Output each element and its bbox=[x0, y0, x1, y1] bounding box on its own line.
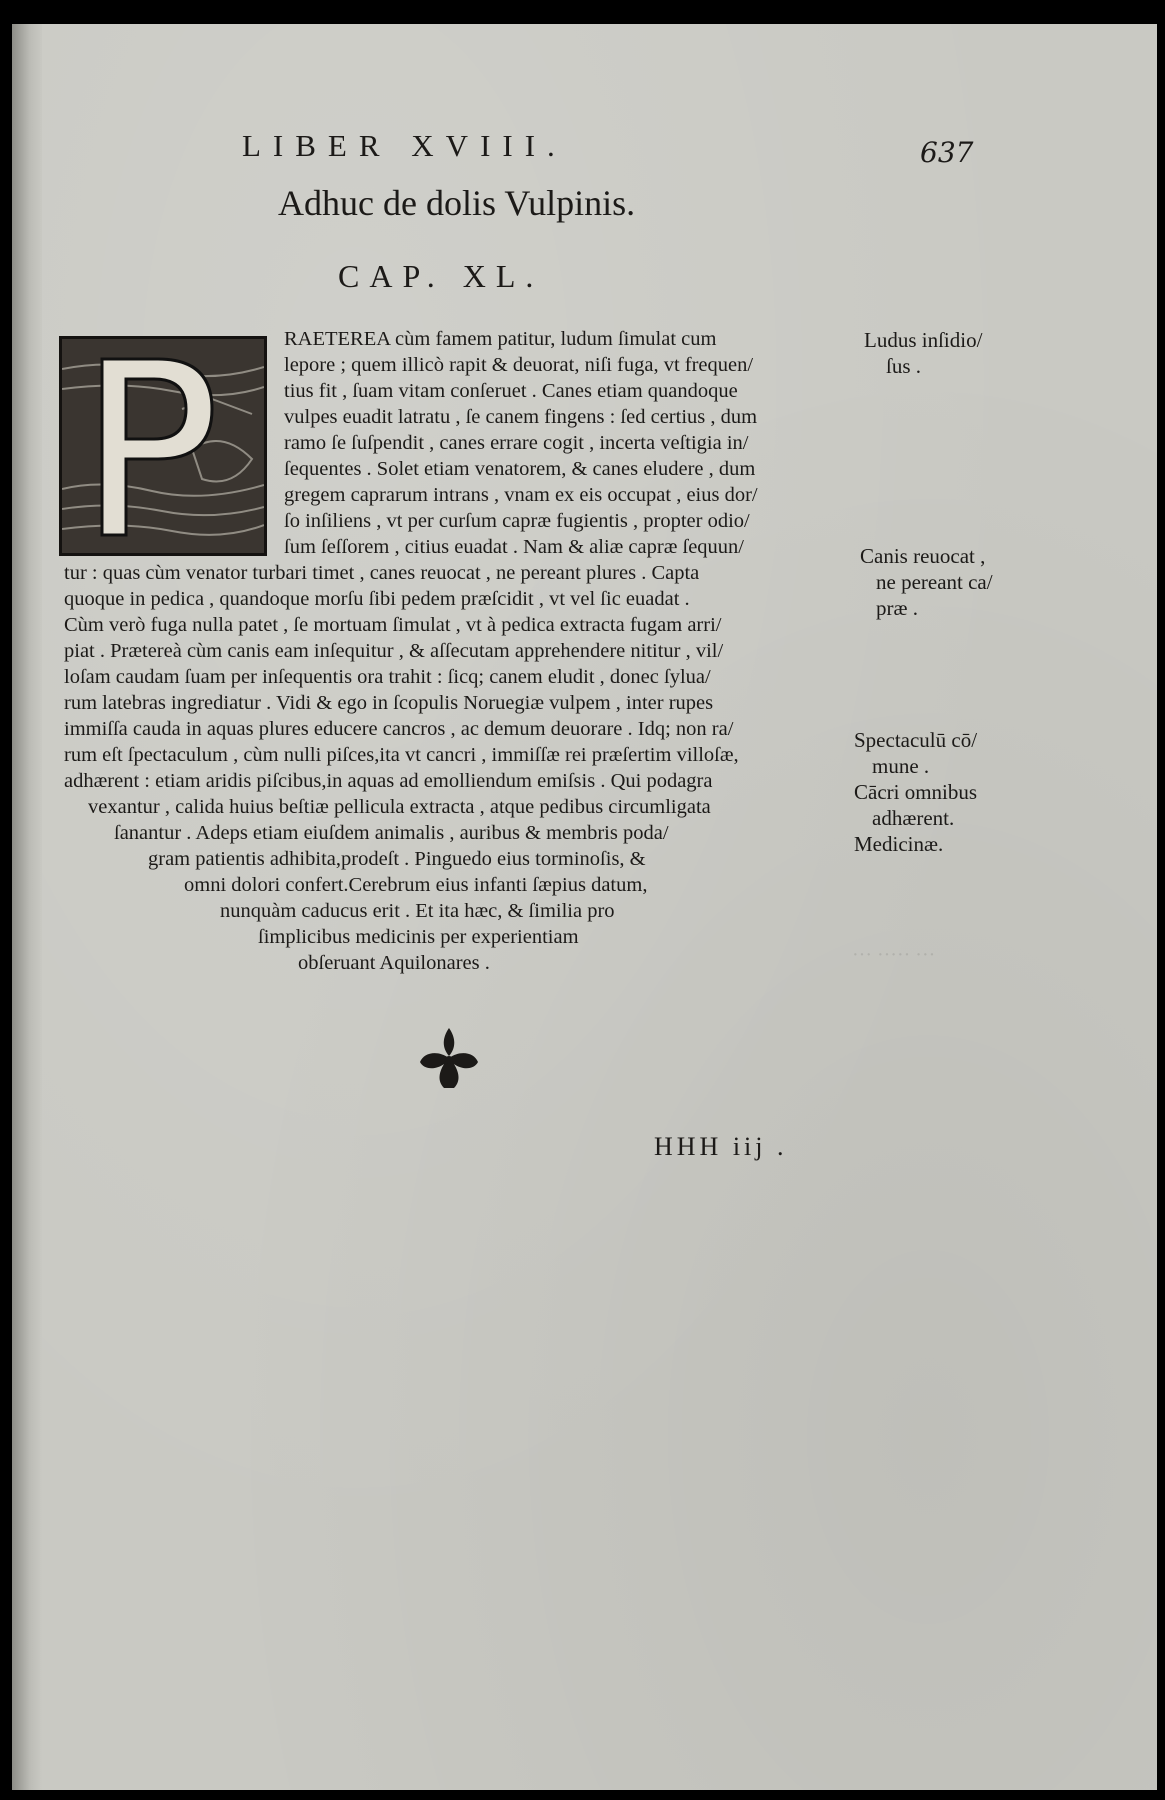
running-head: LIBER XVIII. bbox=[242, 128, 567, 163]
woodcut-initial-P-icon bbox=[59, 336, 267, 556]
page bbox=[12, 24, 1157, 1790]
body-line: loſam caudam ſuam per inſequentis ora trahit : ſicq; canem eludit , donec ſylua/ bbox=[64, 666, 711, 688]
body-line: ſanantur . Adeps etiam eiuſdem animalis , auribus & membris poda/ bbox=[114, 822, 669, 844]
fleuron-icon bbox=[414, 1024, 484, 1094]
margin-note-line: Canis reuocat , bbox=[860, 544, 986, 568]
chapter-number: CAP. XL. bbox=[338, 258, 544, 294]
body-line: tius fit , ſuam vitam conſeruet . Canes etiam quandoque bbox=[284, 380, 738, 402]
body-line: gram patientis adhibita,prodeſt . Pinguedo eius torminoſis, & bbox=[148, 848, 646, 870]
margin-note-line: ſus . bbox=[886, 354, 922, 378]
body-line: ſo inſiliens , vt per curſum capræ fugientis , propter odio/ bbox=[284, 510, 750, 532]
body-line: nunquàm caducus erit . Et ita hæc, & ſimilia pro bbox=[220, 900, 615, 922]
body-line: omni dolori confert.Cerebrum eius infanti ſæpius datum, bbox=[184, 874, 648, 896]
margin-note-line: præ . bbox=[876, 596, 918, 620]
page-edge-shadow bbox=[12, 24, 42, 1790]
body-line: rum latebras ingrediatur . Vidi & ego in ſcopulis Noruegiæ vulpem , inter rupes bbox=[64, 692, 714, 714]
body-line: lepore ; quem illicò rapit & deuorat, niſi fuga, vt frequen/ bbox=[284, 354, 754, 376]
body-line: obſeruant Aquilonares . bbox=[298, 952, 490, 974]
body-line: gregem caprarum intrans , vnam ex eis occupat , eius dor/ bbox=[284, 484, 758, 506]
body-line: ſum ſeſſorem , citius euadat . Nam & aliæ capræ ſequun/ bbox=[284, 536, 744, 558]
margin-note-line: Cācri omnibus bbox=[854, 780, 978, 804]
margin-note-line: ne pereant ca/ bbox=[876, 570, 993, 594]
margin-note-line: Ludus inſidio/ bbox=[864, 328, 983, 352]
body-line: ſimplicibus medicinis per experientiam bbox=[258, 926, 579, 948]
body-line: vulpes euadit latratu , ſe canem fingens : ſed certius , dum bbox=[284, 406, 758, 428]
show-through: ··· ····· ··· bbox=[852, 944, 936, 966]
body-line: adhærent : etiam aridis piſcibus,in aquas ad emolliendum emiſsis . Qui podagra bbox=[64, 770, 713, 792]
margin-note-line: Spectaculū cō/ bbox=[854, 728, 978, 752]
chapter-title: Adhuc de dolis Vulpinis. bbox=[278, 183, 636, 223]
margin-note-line: Medicinæ. bbox=[854, 832, 944, 856]
margin-note-line: mune . bbox=[872, 754, 930, 778]
body-line: vexantur , calida huius beſtiæ pellicula extracta , atque pedibus circumligata bbox=[88, 796, 711, 818]
body-line: RAETEREA cùm famem patitur, ludum ſimulat cum bbox=[284, 328, 717, 350]
body-line: quoque in pedica , quandoque morſu ſibi pedem præſcidit , vt vel ſic euadat . bbox=[64, 588, 690, 610]
folio-number: 637 bbox=[920, 136, 974, 169]
margin-note-line: adhærent. bbox=[872, 806, 955, 830]
body-line: tur : quas cùm venator turbari timet , canes reuocat , ne pereant plures . Capta bbox=[64, 562, 700, 584]
body-line: piat . Prætereà cùm canis eam inſequitur , & aſſecutam apprehendere nititur , vil/ bbox=[64, 640, 724, 662]
body-line: immiſſa cauda in aquas plures educere cancros , ac demum deuorare . Idq; non ra/ bbox=[64, 718, 734, 740]
body-line: rum eſt ſpectaculum , cùm nulli piſces,ita vt cancri , immiſſæ rei præſertim villoſæ, bbox=[64, 744, 739, 766]
body-line: Cùm verò fuga nulla patet , ſe mortuam ſimulat , vt à pedica extracta fugam arri/ bbox=[64, 614, 722, 636]
signature-mark: HHH iij . bbox=[654, 1132, 788, 1161]
body-line: ſequentes . Solet etiam venatorem, & canes eludere , dum bbox=[284, 458, 756, 480]
body-line: ramo ſe ſuſpendit , canes errare cogit , incerta veſtigia in/ bbox=[284, 432, 749, 454]
